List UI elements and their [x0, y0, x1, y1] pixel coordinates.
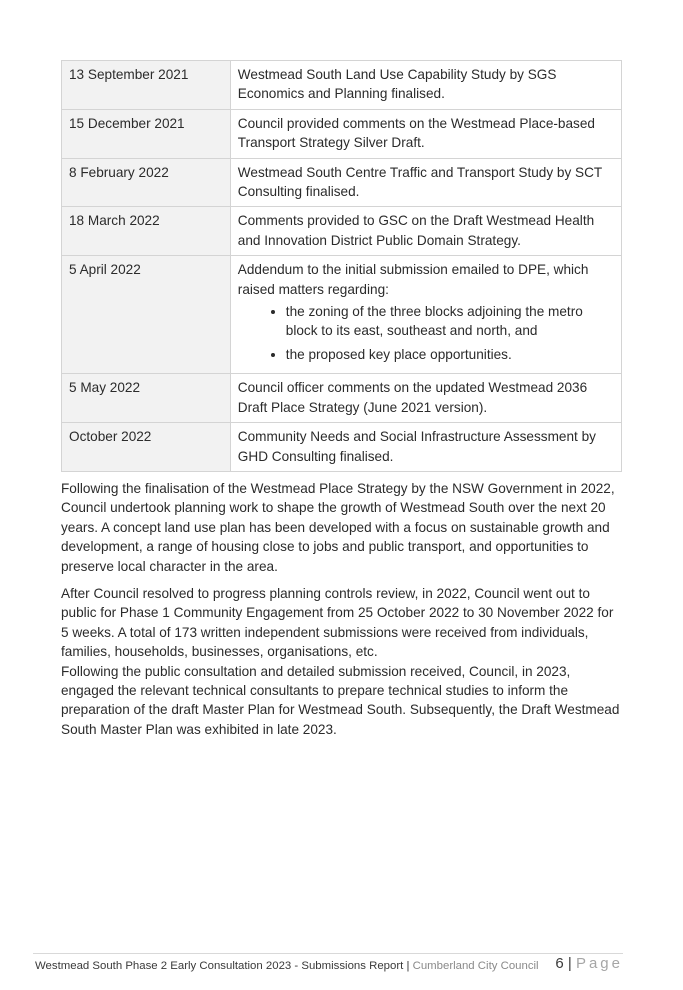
table-row	[62, 423, 622, 472]
page-number: 6	[555, 955, 564, 972]
page-word: Page	[575, 955, 623, 972]
table-row	[62, 256, 622, 374]
row-description: Council provided comments on the Westmead Place-based Transport Strategy Silver Draft.	[230, 109, 621, 158]
paragraph: Following the public consultation and detailed submission received, Council, in 2023, engaged the relevant technical consultants to prepare technical studies to inform the preparation of the draft Master Plan for Westmead South. Subsequently, the Draft Westmead South Master Plan was exhibited in late 2023.	[61, 663, 620, 737]
row-date: 8 February 2022	[62, 158, 231, 207]
row-description: Council officer comments on the updated Westmead 2036 Draft Place Strategy (June 2021 version).	[230, 374, 621, 423]
table-row	[62, 109, 622, 158]
row-description: Comments provided to GSC on the Draft Westmead Health and Innovation District Public Domain Strategy.	[230, 207, 621, 256]
table-row	[62, 61, 622, 110]
paragraph: Following the finalisation of the Westmead Place Strategy by the NSW Government in 2022, Council undertook planning work to shape the growth of Westmead South over the next 20 years. A concept land use plan has been developed with a focus on sustainable growth and development, a range of housing close to jobs and public transport, and opportunities to preserve local character in the area.	[61, 481, 615, 574]
footer-report-info	[35, 960, 539, 972]
row-description-text: Addendum to the initial submission emailed to DPE, which raised matters regarding:	[237, 262, 589, 297]
footer-report-title: Westmead South Phase 2 Early Consultation 2023 - Submissions Report	[35, 960, 404, 972]
bullet-item: • the proposed key place opportunities.	[286, 345, 613, 364]
page-footer	[33, 953, 623, 981]
row-date: 5 April 2022	[62, 256, 231, 374]
footer-separator: |	[403, 960, 413, 972]
table-row	[62, 207, 622, 256]
paragraph: After Council resolved to progress planning controls review, in 2022, Council went out to public for Phase 1 Community Engagement from 25 October 2022 to 30 November 2022 for 5 weeks. A total of 173 written independent submissions were received from individuals, families, households, businesses, organisations, etc.	[61, 586, 614, 660]
timeline-table	[61, 60, 622, 472]
row-description: Community Needs and Social Infrastructure Assessment by GHD Consulting finalised.	[230, 423, 621, 472]
row-date: 5 May 2022	[62, 374, 231, 423]
bullet-item: • the zoning of the three blocks adjoining the metro block to its east, southeast and north, and	[286, 302, 613, 341]
body-text	[61, 479, 621, 747]
row-date: 15 December 2021	[62, 109, 231, 158]
bullet-list	[238, 302, 613, 364]
row-date: October 2022	[62, 423, 231, 472]
footer-page-marker	[555, 955, 623, 972]
table-row	[62, 158, 622, 207]
row-description: Westmead South Land Use Capability Study by SGS Economics and Planning finalised.	[230, 61, 621, 110]
row-date: 18 March 2022	[62, 207, 231, 256]
row-date: 13 September 2021	[62, 61, 231, 110]
row-description: Westmead South Centre Traffic and Transport Study by SCT Consulting finalised.	[230, 158, 621, 207]
row-description	[230, 256, 621, 374]
table-row	[62, 374, 622, 423]
footer-organisation: Cumberland City Council	[412, 960, 539, 972]
page-separator: |	[563, 955, 576, 972]
